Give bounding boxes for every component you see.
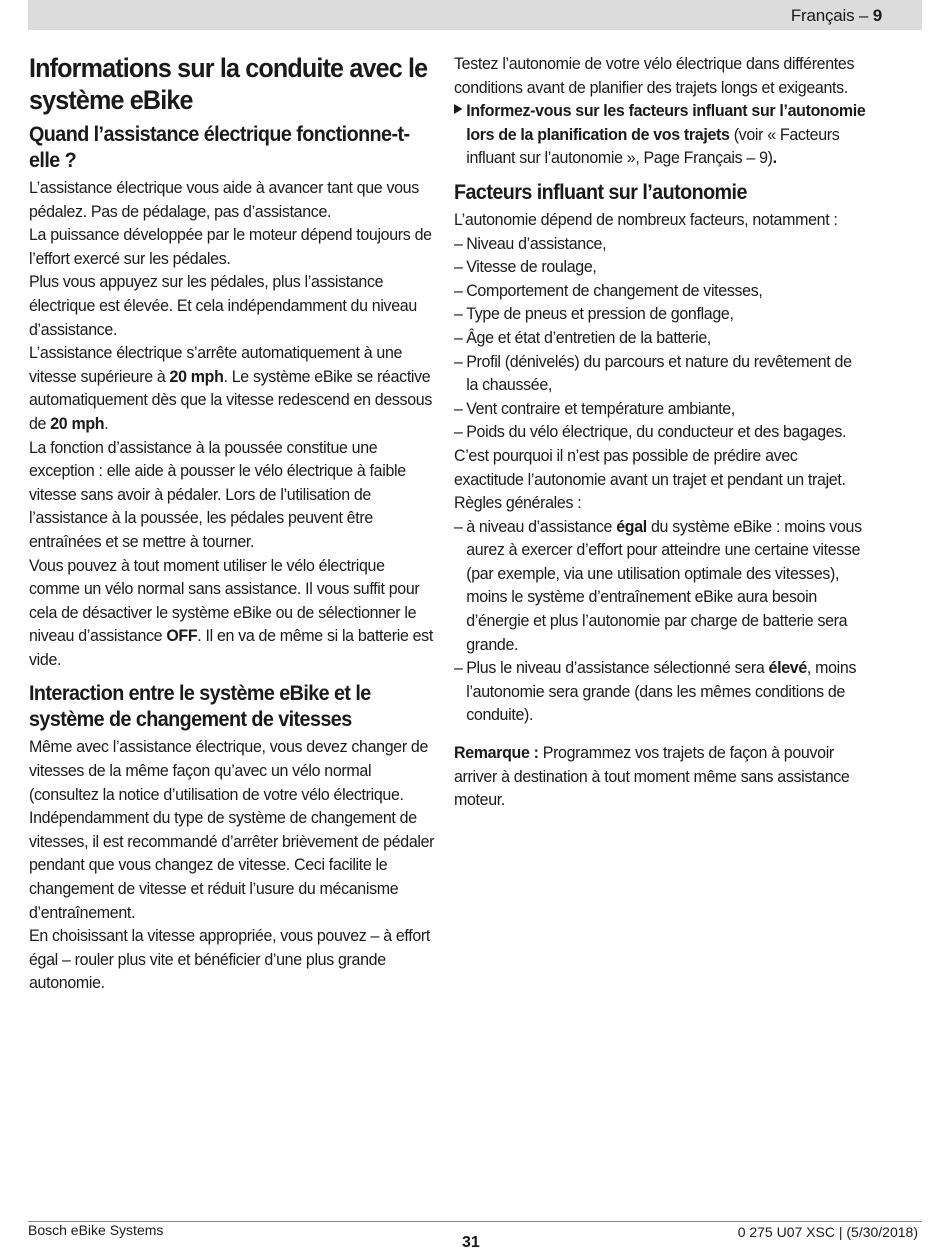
paragraph-speed-limit xyxy=(29,341,434,435)
text-run: du système eBike : moins vous aurez à exercer d’effort pour atteindre une certaine vitesse (par exemple, via une utilisation optimale des vitesses), moins le système d’entraînement eBike aura besoin d’énergie et plus l’autonomie par charge de batterie sera grande. xyxy=(466,516,862,654)
dash-bullet: – xyxy=(454,327,463,347)
header-bar xyxy=(28,0,922,30)
list-item xyxy=(454,279,867,303)
cross-reference: (voir « Facteurs influant sur l’autonomie », Page Français – 9) xyxy=(466,124,840,168)
dash-bullet: – xyxy=(454,304,463,324)
list-item xyxy=(454,232,867,256)
bold-speed: 20 mph xyxy=(169,366,224,386)
footer-publisher: Bosch eBike Systems xyxy=(28,1222,164,1238)
bold-high: élevé xyxy=(768,658,807,678)
instruction-item xyxy=(454,99,867,170)
dash-bullet: – xyxy=(454,351,463,371)
list-item-text: Type de pneus et pression de gonflage, xyxy=(466,304,734,324)
dash-bullet: – xyxy=(454,422,463,442)
bold-equal: égal xyxy=(616,516,647,536)
list-item-text: Âge et état d’entretien de la batterie, xyxy=(466,327,712,347)
paragraph: C’est pourquoi il n’est pas possible de prédire avec exactitude l’autonomie avant un trajet et pendant un trajet. Règles générales : xyxy=(454,445,846,513)
footer-document-id: 0 275 U07 XSC | (5/30/2018) xyxy=(737,1224,918,1240)
section-heading-range: Facteurs influant sur l’autonomie xyxy=(454,180,747,204)
text-run: . Le système eBike se réactive automatiquement dès que la vitesse redescend en dessous de xyxy=(29,366,432,433)
text-run: , moins l’autonomie sera grande (dans les mêmes conditions de conduite). xyxy=(466,658,857,725)
paragraph: La puissance développée par le moteur dépend toujours de l’effort exercé sur les pédales. xyxy=(29,225,432,268)
text-run: . xyxy=(772,148,777,168)
list-item xyxy=(454,420,867,444)
rule-item xyxy=(454,515,867,657)
list-item-text: Niveau d’assistance, xyxy=(466,233,607,253)
paragraph: Testez l’autonomie de votre vélo électrique dans différentes conditions avant de planifier des trajets longs et exigeants. xyxy=(454,54,855,97)
list-item xyxy=(454,255,867,279)
dash-bullet: – xyxy=(454,658,463,678)
text-run: Vous pouvez à tout moment utiliser le vélo électrique comme un vélo normal sans assistance. Il vous suffit pour cela de désactiver le système eBike ou de sélectionner le niveau d’assistance xyxy=(29,555,420,646)
triangle-bullet-icon xyxy=(454,104,462,114)
note-label: Remarque : xyxy=(454,743,539,763)
rule-item xyxy=(454,656,867,727)
text-run: à niveau d’assistance xyxy=(466,516,617,536)
header-page-label xyxy=(791,6,882,26)
left-column xyxy=(29,52,434,995)
list-item-text: Poids du vélo électrique, du conducteur et des bagages. xyxy=(466,422,847,442)
factor-list xyxy=(454,232,854,444)
section-heading-gears: Interaction entre le système eBike et le système de changement de vitesses xyxy=(29,682,371,732)
note-text: Programmez vos trajets de façon à pouvoir arriver à destination à tout moment même sans assistance moteur. xyxy=(454,743,850,810)
list-item xyxy=(454,326,867,350)
text-run: Plus le niveau d’assistance sélectionné sera xyxy=(466,658,769,678)
list-item xyxy=(454,397,867,421)
paragraph: Indépendamment du type de système de changement de vitesses, il est recommandé d’arrêter brièvement de pédaler pendant que vous changez de vitesse. Ceci facilite le changement de vitesse et réduit l’usure du mécanisme d’entraînement. xyxy=(29,808,435,922)
dash-bullet: – xyxy=(454,233,463,253)
header-language: Français – xyxy=(790,6,869,25)
dash-bullet: – xyxy=(454,398,463,418)
paragraph: En choisissant la vitesse appropriée, vous pouvez – à effort égal – rouler plus vite et bénéficier d’une plus grande autonomie. xyxy=(29,926,431,993)
list-item-text: Comportement de changement de vitesses, xyxy=(466,280,763,300)
dash-bullet: – xyxy=(454,257,463,277)
dash-bullet: – xyxy=(454,280,463,300)
paragraph: Plus vous appuyez sur les pédales, plus l’assistance électrique est élevée. Et cela indépendamment du niveau d’assistance. xyxy=(29,272,417,339)
header-page-number: 9 xyxy=(872,6,882,25)
paragraph: La fonction d’assistance à la poussée constitue une exception : elle aide à pousser le vélo électrique à faible vitesse sans avoir à pédaler. Lors de l’utilisation de l’assistance à la poussée, les pédales peuvent être entraînées et se mettre à tourner. xyxy=(29,437,406,551)
list-item xyxy=(454,302,867,326)
paragraph-off-level xyxy=(29,554,434,672)
paragraph: Même avec l’assistance électrique, vous devez changer de vitesses de la même façon qu’avec un vélo normal (consultez la notice d’utilisation de votre vélo électrique. xyxy=(29,737,429,804)
list-item-text: Profil (dénivelés) du parcours et nature du revêtement de la chaussée, xyxy=(466,351,852,395)
bold-off: OFF xyxy=(166,626,198,646)
bold-speed: 20 mph xyxy=(50,413,105,433)
text-run: . xyxy=(104,413,109,433)
page-number: 31 xyxy=(462,1234,480,1251)
dash-bullet: – xyxy=(454,516,463,536)
paragraph: L’autonomie dépend de nombreux facteurs, notamment : xyxy=(454,209,838,229)
page-title: Informations sur la conduite avec le système eBike xyxy=(29,53,428,115)
section-heading-assistance: Quand l’assistance électrique fonctionne-t-elle ? xyxy=(29,123,410,172)
paragraph: L’assistance électrique vous aide à avancer tant que vous pédalez. Pas de pédalage, pas d’assistance. xyxy=(29,178,419,221)
list-item xyxy=(454,350,867,397)
text-run: . Il en va de même si la batterie est vide. xyxy=(29,626,433,669)
text-run: L’assistance électrique s’arrête automatiquement à une vitesse supérieure à xyxy=(29,343,403,386)
instruction-bold: Informez-vous sur les facteurs influant sur l’autonomie lors de la planification de vos trajets xyxy=(466,101,866,144)
note-paragraph xyxy=(454,741,854,812)
list-item-text: Vent contraire et température ambiante, xyxy=(466,398,735,418)
list-item-text: Vitesse de roulage, xyxy=(466,257,597,277)
right-column xyxy=(454,52,866,812)
